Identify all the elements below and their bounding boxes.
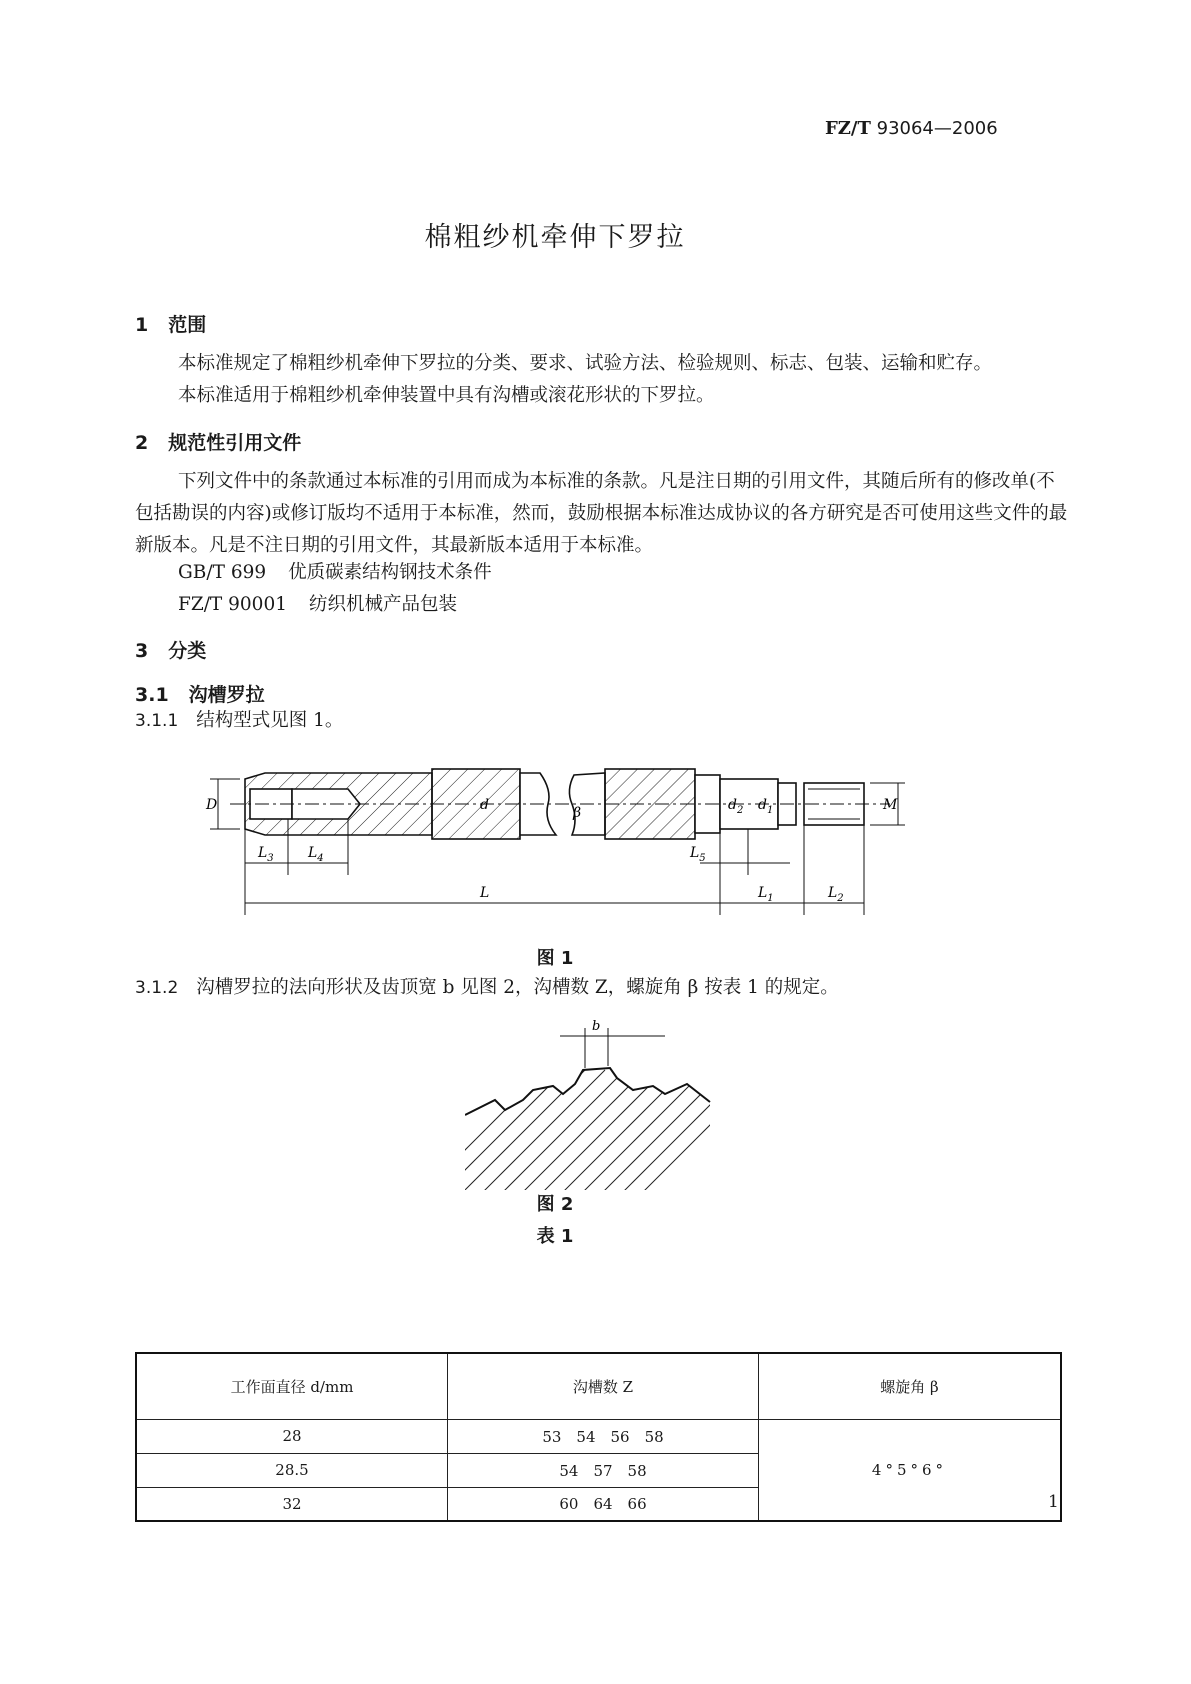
label-beta: β <box>573 805 582 821</box>
table-cell-z: 54 57 58 <box>448 1453 759 1487</box>
table-cell-d: 32 <box>136 1487 448 1521</box>
table-cell-beta: 4°5°6° <box>759 1419 1062 1521</box>
clause-3-1-1-text: 结构型式见图 1。 <box>196 710 344 731</box>
label-L: L <box>480 885 490 901</box>
reference-code: GB/T 699 <box>178 562 267 583</box>
section-1-title: 范围 <box>168 314 207 336</box>
section-2-heading <box>135 428 301 455</box>
page-number: 1 <box>1048 1492 1059 1512</box>
table-cell-d: 28 <box>136 1419 448 1453</box>
label-D: D <box>206 797 218 813</box>
table-header-cell: 沟槽数 Z <box>448 1353 759 1419</box>
table-cell-d: 28.5 <box>136 1453 448 1487</box>
table-cell-z: 53 54 56 58 <box>448 1419 759 1453</box>
section-1-para-1: 本标准规定了棉粗纱机牵伸下罗拉的分类、要求、试验方法、检验规则、标志、包装、运输和贮存。 <box>178 353 993 374</box>
section-1-number: 1 <box>135 314 149 336</box>
reference-code: FZ/T 90001 <box>178 594 287 615</box>
clause-3-1-2 <box>135 972 839 1004</box>
label-L4: $L_4$ <box>308 845 324 864</box>
label-M: M <box>883 797 898 813</box>
section-3-number: 3 <box>135 640 149 662</box>
figure-1-caption: 图 1 <box>536 948 574 969</box>
figure-2-caption: 图 2 <box>536 1194 574 1215</box>
table-cell-z: 60 64 66 <box>448 1487 759 1521</box>
table-header-cell: 工作面直径 d/mm <box>136 1353 448 1419</box>
page-title: 棉粗纱机牵伸下罗拉 <box>424 222 686 253</box>
clause-3-1-1 <box>135 705 343 737</box>
reference-item <box>178 589 457 621</box>
section-3-heading <box>135 636 206 663</box>
table-header-cell: 螺旋角 β <box>759 1353 1062 1419</box>
reference-item <box>178 557 492 589</box>
label-d: d <box>480 797 489 813</box>
clause-3-1-1-number: 3.1.1 <box>135 711 179 731</box>
section-3-1-number: 3.1 <box>135 684 169 706</box>
label-L5: $L_5$ <box>690 845 706 864</box>
clause-3-1-2-text: 沟槽罗拉的法向形状及齿顶宽 b 见图 2，沟槽数 Z，螺旋角 β 按表 1 的规定。 <box>196 977 839 998</box>
reference-title: 纺织机械产品包装 <box>309 594 458 615</box>
label-b: b <box>592 1019 601 1034</box>
section-1-heading <box>135 310 206 337</box>
document-code-prefix: FZ/T <box>825 118 871 139</box>
figure-1-roller-drawing <box>200 765 980 935</box>
figure-2-tooth-profile <box>465 1010 735 1190</box>
label-L3: $L_3$ <box>258 845 274 864</box>
section-2-para-1: 下列文件中的条款通过本标准的引用而成为本标准的条款。凡是注日期的引用文件，其随后所有的修改单(不包括勘误的内容)或修订版均不适用于本标准，然而，鼓励根据本标准达成协议的各方研究是否可使用这些文件的最新版本。凡是不注日期的引用文件，其最新版本适用于本标准。 <box>135 471 1068 556</box>
label-L2: $L_2$ <box>828 885 844 904</box>
table-row <box>136 1419 1061 1453</box>
section-3-1-title: 沟槽罗拉 <box>188 684 265 706</box>
section-3-1-heading <box>135 680 265 707</box>
table-1-caption: 表 1 <box>536 1226 574 1247</box>
section-2-number: 2 <box>135 432 149 454</box>
section-2-title: 规范性引用文件 <box>168 432 302 454</box>
label-L1: $L_1$ <box>758 885 774 904</box>
label-d2: $d_2$ <box>728 797 744 816</box>
document-code <box>825 118 998 139</box>
label-d1: $d_1$ <box>758 797 774 816</box>
clause-3-1-2-number: 3.1.2 <box>135 978 179 998</box>
section-1-para-2: 本标准适用于棉粗纱机牵伸装置中具有沟槽或滚花形状的下罗拉。 <box>178 385 715 406</box>
document-code-number: 93064—2006 <box>876 118 998 139</box>
table-1 <box>135 1352 1062 1522</box>
section-3-title: 分类 <box>168 640 207 662</box>
reference-title: 优质碳素结构钢技术条件 <box>288 562 492 583</box>
table-header-row <box>136 1353 1061 1419</box>
